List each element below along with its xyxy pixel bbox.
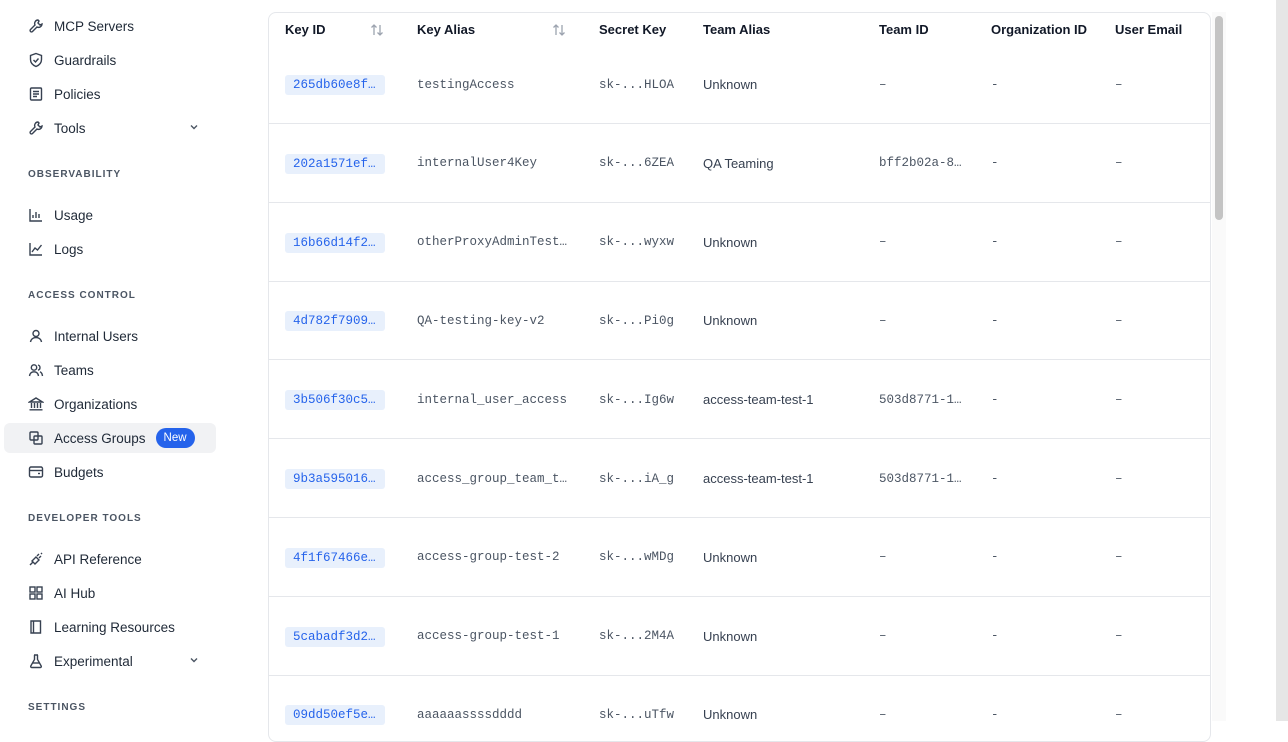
bar-chart-icon	[28, 207, 44, 223]
keys-table	[268, 12, 1211, 742]
key-alias-cell: QA-testing-key-v2	[417, 313, 545, 328]
sidebar-item-tools[interactable]	[4, 113, 216, 143]
document-icon	[28, 86, 44, 102]
secret-key-cell: sk-...iA_g	[599, 471, 675, 486]
team-id-cell: –	[879, 77, 887, 92]
user-email-cell: –	[1115, 313, 1123, 328]
secret-key-cell: sk-...uTfw	[599, 707, 675, 722]
sidebar-item-teams[interactable]	[4, 355, 216, 385]
line-chart-icon	[28, 241, 44, 257]
user-email-cell: –	[1115, 235, 1123, 250]
sidebar-item-api-reference[interactable]	[4, 544, 216, 574]
table-row	[269, 46, 1211, 124]
organization-id-cell: -	[991, 313, 999, 328]
window-edge	[1276, 0, 1288, 721]
sidebar-item-internal-users[interactable]	[4, 321, 216, 351]
table-row	[269, 440, 1211, 518]
team-alias-cell: QA Teaming	[703, 155, 774, 171]
book-icon	[28, 619, 44, 635]
key-id-button[interactable]: 09dd50ef5e…	[285, 705, 385, 725]
team-alias-cell: Unknown	[703, 707, 758, 723]
chevron-down-icon[interactable]	[188, 121, 200, 133]
key-id-button[interactable]: 5cabadf3d2…	[285, 627, 385, 647]
key-alias-cell: aaaaaassssdddd	[417, 707, 523, 722]
sidebar-item-label: AI Hub	[54, 585, 96, 601]
team-alias-cell: Unknown	[703, 628, 758, 644]
new-badge: New	[156, 428, 195, 448]
api-icon	[28, 551, 44, 567]
flask-icon	[28, 653, 44, 669]
table-row	[269, 125, 1211, 203]
key-alias-cell: internal_user_access	[417, 392, 568, 407]
team-alias-cell: access-team-test-1	[703, 392, 814, 408]
user-email-cell: –	[1115, 629, 1123, 644]
team-id-cell: bff2b02a-8…	[879, 156, 962, 171]
team-id-cell: –	[879, 235, 887, 250]
table-row	[269, 676, 1211, 742]
key-alias-cell: access-group-test-1	[417, 629, 560, 644]
sidebar-item-label: Experimental	[54, 653, 133, 669]
sidebar-item-label: API Reference	[54, 551, 142, 567]
team-id-cell: –	[879, 550, 887, 565]
secret-key-cell: sk-...Pi0g	[599, 313, 675, 328]
sort-icon[interactable]	[369, 22, 385, 38]
organization-id-cell: -	[991, 392, 999, 407]
team-alias-cell: Unknown	[703, 549, 758, 565]
sidebar	[0, 0, 228, 721]
sidebar-item-label: Budgets	[54, 464, 104, 480]
team-id-cell: 503d8771-1…	[879, 471, 962, 486]
section-title-settings: SETTINGS	[28, 702, 87, 713]
user-email-cell: –	[1115, 707, 1123, 722]
secret-key-cell: sk-...wMDg	[599, 550, 675, 565]
sidebar-item-label: Internal Users	[54, 328, 139, 344]
scrollbar-thumb[interactable]	[1215, 16, 1223, 220]
team-alias-cell: Unknown	[703, 77, 758, 92]
sidebar-item-label: Usage	[54, 207, 94, 223]
column-header-organization-id: Organization ID	[991, 22, 1088, 37]
key-id-button[interactable]: 16b66d14f2…	[285, 233, 385, 253]
user-email-cell: –	[1115, 550, 1123, 565]
secret-key-cell: sk-...6ZEA	[599, 156, 675, 171]
grid-icon	[28, 585, 44, 601]
section-title-developer-tools: DEVELOPER TOOLS	[28, 513, 142, 524]
organization-id-cell: -	[991, 629, 999, 644]
user-icon	[28, 328, 44, 344]
secret-key-cell: sk-...2M4A	[599, 629, 675, 644]
key-alias-cell: access-group-test-2	[417, 550, 560, 565]
organization-id-cell: -	[991, 707, 999, 722]
key-alias-cell: otherProxyAdminTest…	[417, 235, 568, 250]
sidebar-item-label: Teams	[54, 362, 94, 378]
team-id-cell: 503d8771-1…	[879, 392, 962, 407]
table-row	[269, 361, 1211, 439]
table-row	[269, 204, 1211, 282]
column-header-team-alias: Team Alias	[703, 22, 771, 37]
sidebar-item-label: Policies	[54, 86, 101, 102]
shield-icon	[28, 52, 44, 68]
sidebar-item-organizations[interactable]	[4, 389, 216, 419]
sidebar-item-guardrails[interactable]	[4, 45, 216, 75]
sidebar-item-label: Access Groups	[54, 430, 146, 446]
sidebar-item-experimental[interactable]	[4, 646, 216, 676]
team-alias-cell: Unknown	[703, 313, 758, 329]
organization-id-cell: -	[991, 77, 999, 92]
sidebar-item-learning-resources[interactable]	[4, 612, 216, 642]
team-alias-cell: Unknown	[703, 234, 758, 250]
team-icon	[28, 362, 44, 378]
secret-key-cell: sk-...wyxw	[599, 235, 675, 250]
team-alias-cell: access-team-test-1	[703, 471, 814, 486]
user-email-cell: –	[1115, 156, 1123, 171]
sidebar-item-label: Guardrails	[54, 52, 117, 68]
team-id-cell: –	[879, 707, 887, 722]
column-header-team-id: Team ID	[879, 22, 929, 37]
sidebar-item-label: Learning Resources	[54, 619, 175, 635]
organization-id-cell: -	[991, 235, 999, 250]
key-id-button[interactable]: 202a1571ef…	[285, 154, 385, 174]
key-id-button[interactable]: 265db60e8f…	[285, 75, 385, 95]
column-header-user-email: User Email	[1115, 22, 1183, 37]
organization-id-cell: -	[991, 471, 999, 486]
sidebar-item-mcp-servers[interactable]	[4, 11, 216, 41]
copy-icon	[28, 430, 44, 446]
team-id-cell: –	[879, 313, 887, 328]
column-header-secret-key: Secret Key	[599, 22, 667, 37]
wallet-icon	[28, 464, 44, 480]
user-email-cell: –	[1115, 392, 1123, 407]
sidebar-item-policies[interactable]	[4, 79, 216, 109]
sidebar-item-label: Organizations	[54, 396, 138, 412]
bank-icon	[28, 396, 44, 412]
column-header-key-alias[interactable]: Key Alias	[417, 22, 476, 37]
sidebar-item-ai-hub[interactable]	[4, 578, 216, 608]
user-email-cell: –	[1115, 471, 1123, 486]
key-id-button[interactable]: 9b3a595016…	[285, 469, 385, 489]
sidebar-item-label: Logs	[54, 241, 84, 257]
key-id-button[interactable]: 3b506f30c5…	[285, 390, 385, 410]
sidebar-item-logs[interactable]	[4, 234, 216, 264]
table-row	[269, 282, 1211, 360]
key-alias-cell: access_group_team_t…	[417, 471, 568, 486]
wrench-icon	[28, 18, 44, 34]
sidebar-item-usage[interactable]	[4, 200, 216, 230]
user-email-cell: –	[1115, 77, 1123, 92]
key-id-button[interactable]: 4d782f7909…	[285, 311, 385, 331]
organization-id-cell: -	[991, 156, 999, 171]
team-id-cell: –	[879, 629, 887, 644]
sort-icon[interactable]	[551, 22, 567, 38]
sidebar-item-label: Tools	[54, 120, 86, 136]
section-title-observability: OBSERVABILITY	[28, 169, 122, 180]
key-alias-cell: internalUser4Key	[417, 156, 538, 171]
organization-id-cell: -	[991, 550, 999, 565]
secret-key-cell: sk-...HLOA	[599, 77, 675, 92]
sidebar-item-budgets[interactable]	[4, 457, 216, 487]
key-alias-cell: testingAccess	[417, 77, 515, 92]
table-row	[269, 598, 1211, 676]
table-row	[269, 519, 1211, 597]
section-title-access-control: ACCESS CONTROL	[28, 290, 136, 301]
sidebar-item-label: MCP Servers	[54, 18, 135, 34]
wrench-icon	[28, 120, 44, 136]
sidebar-item-access-groups[interactable]	[4, 423, 216, 453]
chevron-down-icon[interactable]	[188, 654, 200, 666]
secret-key-cell: sk-...Ig6w	[599, 392, 675, 407]
column-header-key-id[interactable]: Key ID	[285, 22, 326, 37]
key-id-button[interactable]: 4f1f67466e…	[285, 548, 385, 568]
